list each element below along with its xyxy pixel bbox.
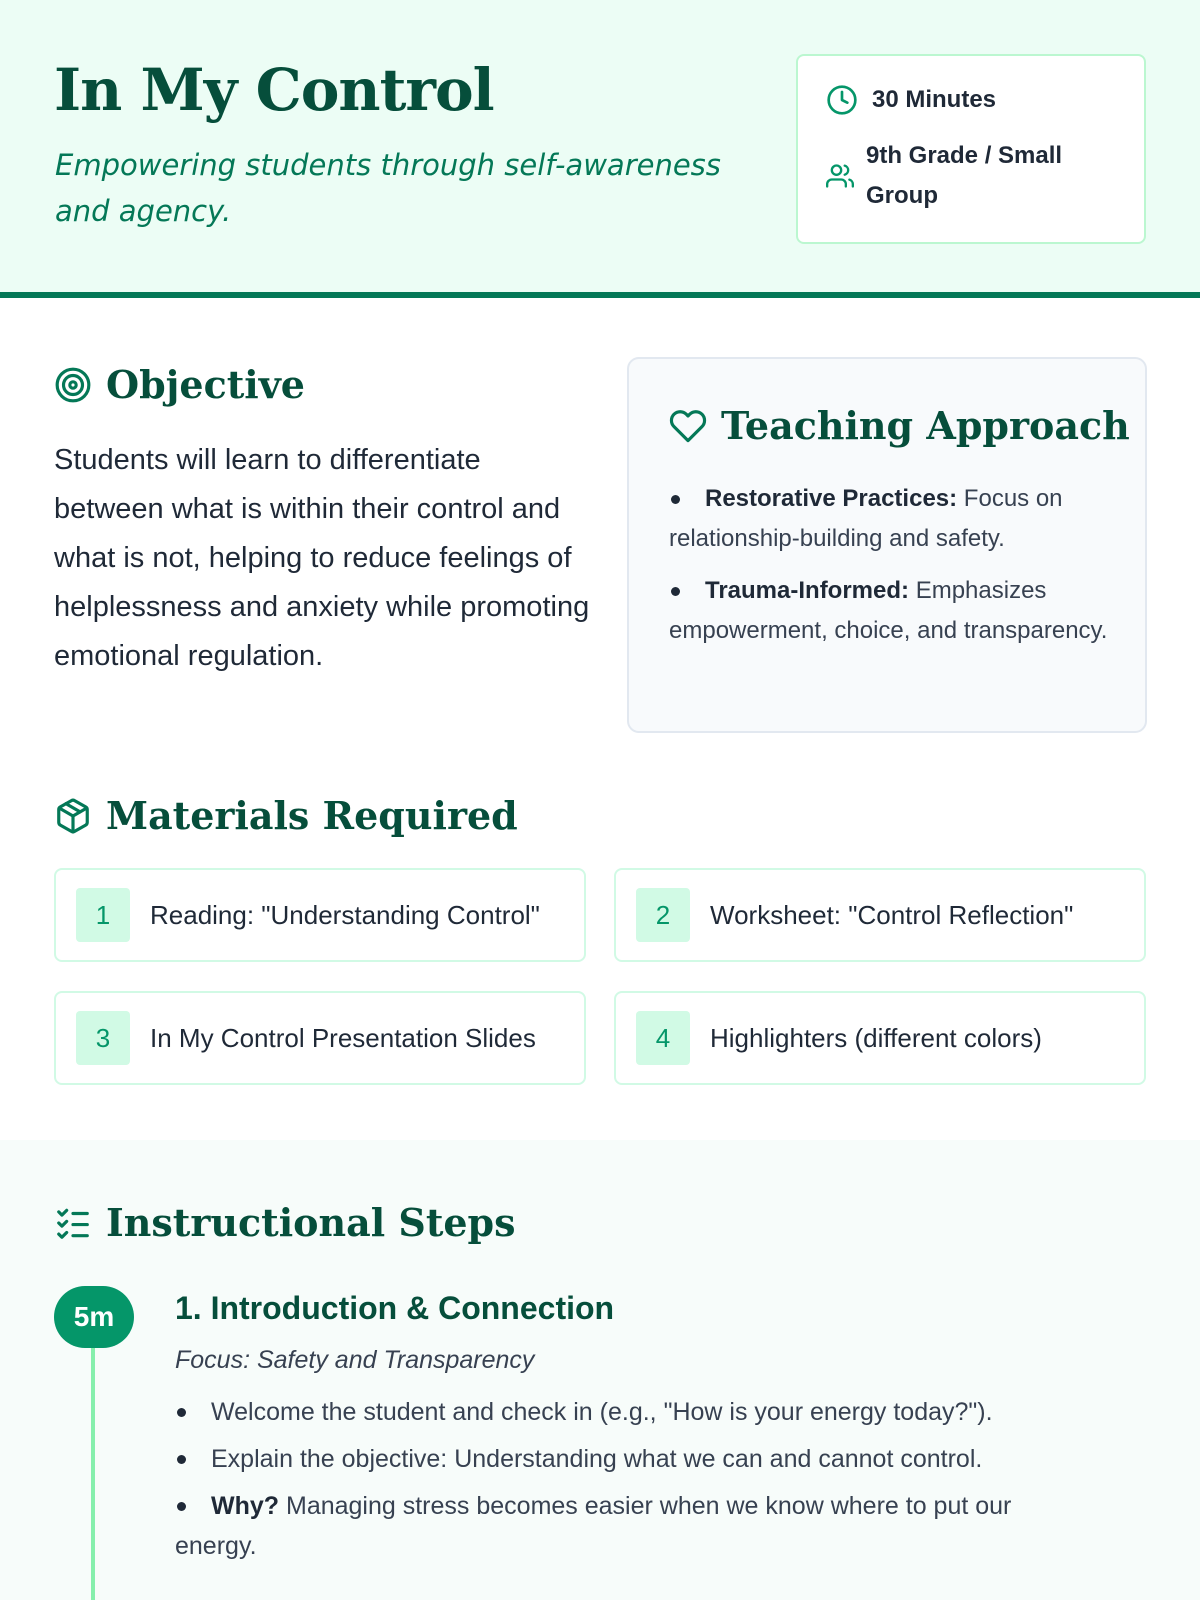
material-label: Reading: "Understanding Control" [150,899,540,930]
duration-row [826,80,996,120]
approach-list [669,479,1109,663]
step-bullet [175,1486,1095,1566]
step-bullet [175,1392,1095,1432]
approach-heading [669,403,1130,448]
steps-heading-label: Instructional Steps [106,1200,516,1245]
audience-text: 9th Grade / Small Group [866,142,1063,209]
objective-heading [54,362,305,407]
step-title: 1. Introduction & Connection [175,1290,615,1326]
package-icon [54,797,92,835]
checklist-icon [54,1204,92,1242]
materials-heading [54,793,518,838]
duration-text: 30 Minutes [872,86,997,113]
lesson-title: In My Control [54,56,494,124]
material-item [54,991,586,1085]
objective-text: Students will learn to differentiate between what is within their control and what is not, helping to reduce feelings of helplessness and anxiety while promoting emotional regulation. [54,444,590,672]
approach-term: Trauma-Informed: [705,577,910,604]
step-bullet-text: Explain the objective: Understanding what we can and cannot control. [211,1445,983,1473]
step-duration-badge: 5m [54,1286,134,1348]
material-number: 2 [636,888,690,942]
heart-icon [669,407,707,445]
material-item [54,868,586,962]
timeline-line [91,1340,95,1600]
clock-icon [826,84,858,116]
step-bullet-strong: Why? [211,1492,280,1520]
approach-term: Restorative Practices: [705,485,958,512]
material-item [614,991,1146,1085]
material-number: 3 [76,1011,130,1065]
step-bullet-text: Managing stress becomes easier when we know where to put our energy. [175,1492,1012,1560]
lesson-meta-card [796,54,1146,244]
approach-heading-label: Teaching Approach [721,403,1130,448]
approach-item [669,479,1109,559]
approach-item [669,571,1109,651]
target-icon [54,366,92,404]
step-bullet-list [175,1392,1095,1573]
step-focus: Focus: Safety and Transparency [175,1346,535,1374]
audience-row [826,136,1126,216]
teaching-approach-card [627,357,1147,733]
users-icon [826,162,854,190]
material-label: Worksheet: "Control Reflection" [710,899,1074,930]
material-item [614,868,1146,962]
lesson-subtitle: Empowering students through self-awareness and agency. [55,148,721,228]
lesson-header [0,0,1200,298]
approach-desc: Emphasizes empowerment, choice, and transparency. [669,577,1108,644]
material-number: 1 [76,888,130,942]
materials-heading-label: Materials Required [106,793,518,838]
step-bullet [175,1439,1095,1479]
material-number: 4 [636,1011,690,1065]
step-bullet-text: Welcome the student and check in (e.g., "How is your energy today?"). [211,1398,993,1426]
steps-heading [54,1200,516,1245]
objective-heading-label: Objective [106,362,305,407]
material-label: Highlighters (different colors) [710,1022,1042,1053]
material-label: In My Control Presentation Slides [150,1022,536,1053]
approach-desc: Focus on relationship-building and safety. [669,485,1063,552]
